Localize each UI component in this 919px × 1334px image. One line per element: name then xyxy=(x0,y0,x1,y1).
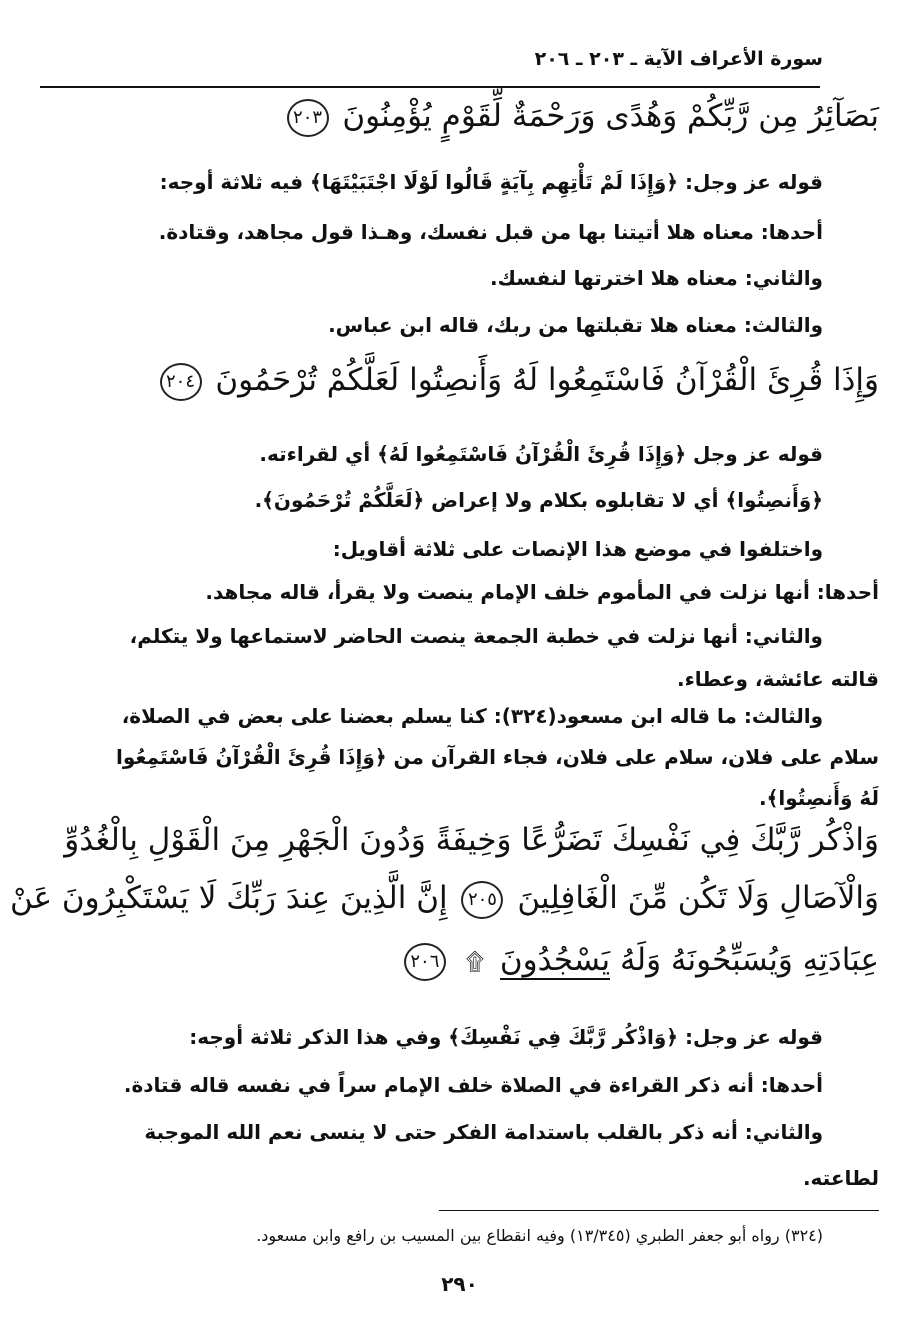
verse-205-text-end: وَالْآصَالِ وَلَا تَكُن مِّنَ الْغَافِلِينَ xyxy=(517,880,879,916)
commentary-204-line-2: ﴿وَأَنصِتُوا﴾ أي لا تقابلوه بكلام ولا إعراض ﴿لَعَلَّكُمْ تُرْحَمُونَ﴾. xyxy=(254,488,823,512)
sajda-marker-icon: ۩ xyxy=(465,947,484,976)
commentary-204-line-6: قالته عائشة، وعطاء. xyxy=(676,667,879,691)
commentary-204-line-1: قوله عز وجل ﴿وَإِذَا قُرِئَ الْقُرْآنُ فَاسْتَمِعُوا لَهُ﴾ أي لقراءته. xyxy=(259,442,823,466)
verse-206-line-3 xyxy=(89,942,879,981)
running-header: سورة الأعراف الآية ـ ٢٠٣ ـ ٢٠٦ xyxy=(534,48,823,70)
verse-206-sajda-word: يَسْجُدُونَ xyxy=(499,942,611,978)
verse-205-line-1: وَاذْكُر رَّبَّكَ فِي نَفْسِكَ تَضَرُّعًا وَخِيفَةً وَدُونَ الْجَهْرِ مِنَ الْقَوْلِ بِالْغُدُوِّ xyxy=(64,822,879,858)
commentary-204-line-9: لَهُ وَأَنصِتُوا﴾. xyxy=(759,786,879,810)
commentary-203-line-4: والثالث: معناه هلا تقبلتها من ربك، قاله ابن عباس. xyxy=(328,313,823,337)
commentary-203-line-2: أحدها: معناه هلا أتيتنا بها من قبل نفسك، وهـذا قول مجاهد، وقتادة. xyxy=(158,220,823,244)
verse-203-text: بَصَآئِرُ مِن رَّبِّكُمْ وَهُدًى وَرَحْمَةٌ لِّقَوْمٍ يُؤْمِنُونَ xyxy=(342,98,879,134)
commentary-205-line-3: والثاني: أنه ذكر بالقلب باستدامة الفكر حتى لا ينسى نعم الله الموجبة xyxy=(144,1120,823,1144)
verse-number-203: ٢٠٣ xyxy=(287,99,329,137)
commentary-205-line-1: قوله عز وجل: ﴿وَاذْكُر رَّبَّكَ فِي نَفْسِكَ﴾ وفي هذا الذكر ثلاثة أوجه: xyxy=(189,1025,823,1049)
verse-203 xyxy=(89,98,879,137)
commentary-204-line-8: سلام على فلان، سلام على فلان، فجاء القرآن من ﴿وَإِذَا قُرِئَ الْقُرْآنُ فَاسْتَمِعُوا xyxy=(116,745,879,769)
commentary-204-line-3: واختلفوا في موضع هذا الإنصات على ثلاثة أقاويل: xyxy=(332,537,823,561)
verse-206-text-start: إِنَّ الَّذِينَ عِندَ رَبِّكَ لَا يَسْتَكْبِرُونَ عَنْ xyxy=(9,880,448,916)
verse-206-text-mid: عِبَادَتِهِ وَيُسَبِّحُونَهُ وَلَهُ xyxy=(620,942,879,978)
verse-205-206-line-2 xyxy=(9,880,879,919)
page-number: ٢٩٠ xyxy=(441,1272,478,1296)
verse-number-204: ٢٠٤ xyxy=(160,363,202,401)
footnote-divider xyxy=(439,1210,879,1211)
commentary-203-line-1: قوله عز وجل: ﴿وَإِذَا لَمْ تَأْتِهِم بِآيَةٍ قَالُوا لَوْلَا اجْتَبَيْتَهَا﴾ فيه ثلاثة أوجه: xyxy=(159,170,823,194)
commentary-205-line-4: لطاعته. xyxy=(802,1166,879,1190)
commentary-205-line-2: أحدها: أنه ذكر القراءة في الصلاة خلف الإمام سراً في نفسه قاله قتادة. xyxy=(123,1073,823,1097)
verse-204-text: وَإِذَا قُرِئَ الْقُرْآنُ فَاسْتَمِعُوا لَهُ وَأَنصِتُوا لَعَلَّكُمْ تُرْحَمُونَ xyxy=(215,362,879,398)
commentary-204-line-4: أحدها: أنها نزلت في المأموم خلف الإمام ينصت ولا يقرأ، قاله مجاهد. xyxy=(205,580,879,604)
verse-number-206: ٢٠٦ xyxy=(404,943,446,981)
commentary-203-line-3: والثاني: معناه هلا اخترتها لنفسك. xyxy=(489,266,823,290)
verse-204 xyxy=(89,362,879,401)
header-divider xyxy=(40,86,820,88)
commentary-204-line-5: والثاني: أنها نزلت في خطبة الجمعة ينصت الحاضر لاستماعها ولا يتكلم، xyxy=(129,624,823,648)
verse-number-205: ٢٠٥ xyxy=(461,881,503,919)
commentary-204-line-7: والثالث: ما قاله ابن مسعود(٣٢٤): كنا يسلم بعضنا على بعض في الصلاة، xyxy=(121,704,823,728)
footnote-324: (٣٢٤) رواه أبو جعفر الطبري (١٣/٣٤٥) وفيه انقطاع بين المسيب بن رافع وابن مسعود. xyxy=(256,1226,823,1245)
